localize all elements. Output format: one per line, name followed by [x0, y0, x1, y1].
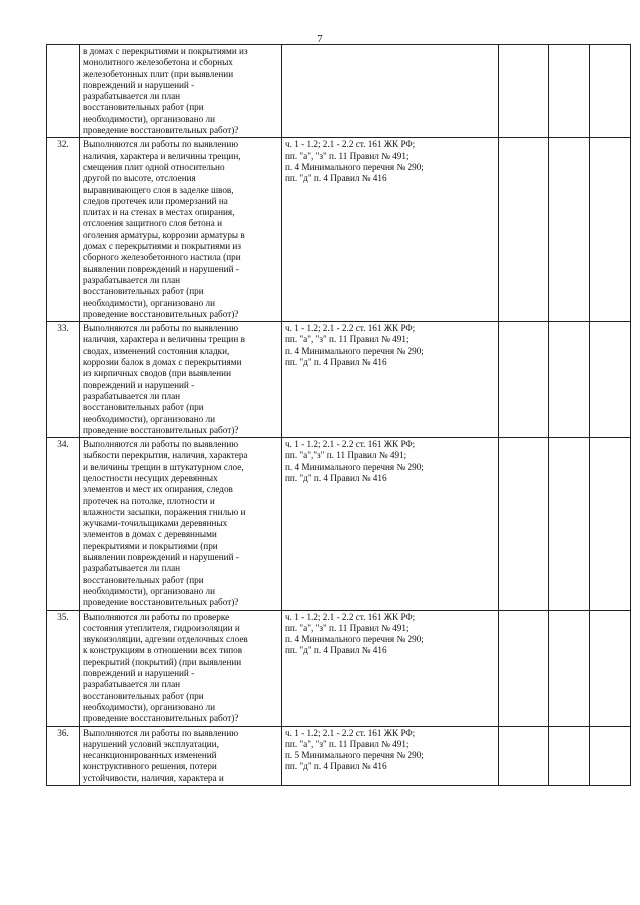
references-cell [282, 138, 499, 322]
question-text: Выполняются ли работы по проверке состояния утеплителя, гидроизоляции и звукоизоляции, адгезии отделочных слоев к конструкциям в отношении всех типов перекрытий (покрытий) (при выявлении повреждений и нарушений - разрабатывается ли план восстановительных работ (при необходимости), организовано ли проведение восстановительных работ)? [83, 611, 248, 724]
answer-cell [549, 610, 590, 726]
question-cell [80, 610, 282, 726]
question-cell [80, 438, 282, 610]
answer-cell [549, 322, 590, 438]
answer-cell [549, 138, 590, 322]
references-text: ч. 1 - 1.2; 2.1 - 2.2 ст. 161 ЖК РФ; пп. "а", "з" п. 11 Правил № 491; п. 5 Минимального перечня № 290; пп. "д" п. 4 Правил № 416 [285, 727, 424, 772]
answer-cell [590, 138, 631, 322]
question-cell [80, 322, 282, 438]
row-number-text: 34. [57, 439, 69, 450]
table-row [47, 726, 631, 785]
question-cell [80, 138, 282, 322]
question-text: Выполняются ли работы по выявлению нарушений условий эксплуатации, несанкционированных изменений конструктивного решения, потери устойчивости, наличия, характера и [83, 727, 239, 783]
row-number [47, 138, 80, 322]
answer-cell [590, 610, 631, 726]
answer-cell [499, 45, 549, 138]
references-text: ч. 1 - 1.2; 2.1 - 2.2 ст. 161 ЖК РФ; пп. "а","з" п. 11 Правил № 491; п. 4 Минимального перечня № 290; пп. "д" п. 4 Правил № 416 [285, 439, 424, 483]
checklist-table [46, 44, 631, 786]
table-row [47, 45, 631, 138]
answer-cell [549, 726, 590, 785]
references-cell [282, 438, 499, 610]
row-number-text: 35. [57, 611, 69, 622]
answer-cell [499, 322, 549, 438]
table-row [47, 138, 631, 322]
answer-cell [499, 610, 549, 726]
references-cell [282, 45, 499, 138]
references-cell [282, 726, 499, 785]
answer-cell [590, 438, 631, 610]
references-text: ч. 1 - 1.2; 2.1 - 2.2 ст. 161 ЖК РФ; пп. "а", "з" п. 11 Правил № 491; п. 4 Минимального перечня № 290; пп. "д" п. 4 Правил № 416 [285, 611, 424, 656]
question-text: в домах с перекрытиями и покрытиями из монолитного железобетона и сборных железобетонных плит (при выявлении повреждений и нарушений - разрабатывается ли план восстановительных работ (при необходимости), организовано ли проведение восстановительных работ)? [83, 46, 248, 136]
question-text: Выполняются ли работы по выявлению наличия, характера и величины трещин, смещения плит одной относительно другой по высоте, отслоения выравнивающего слоя в заделке швов, следов протечек или промерзаний на плитах и на стенах в местах опирания, отслоения защитного слоя бетона и оголения арматуры, коррозии арматуры в домах с перекрытиями и покрытиями из сборного железобетонного настила (при выявлении повреждений и нарушений - разрабатывается ли план восстановительных работ (при необходимости), организовано ли проведение восстановительных работ)? [83, 139, 245, 319]
row-number-text: 36. [57, 727, 69, 738]
answer-cell [499, 726, 549, 785]
row-number [47, 45, 80, 138]
answer-cell [590, 45, 631, 138]
table-row [47, 438, 631, 610]
row-number [47, 438, 80, 610]
answer-cell [590, 726, 631, 785]
answer-cell [499, 438, 549, 610]
references-text: ч. 1 - 1.2; 2.1 - 2.2 ст. 161 ЖК РФ; пп. "а", "з" п. 11 Правил № 491; п. 4 Минимального перечня № 290; пп. "д" п. 4 Правил № 416 [285, 323, 424, 368]
answer-cell [549, 438, 590, 610]
answer-cell [499, 138, 549, 322]
references-cell [282, 322, 499, 438]
page-number: 7 [317, 33, 323, 45]
question-text: Выполняются ли работы по выявлению зыбкости перекрытия, наличия, характера и величины трещин в штукатурном слое, целостности несущих деревянных элементов и мест их опирания, следов протечек на потолке, плотности и влажности засыпки, поражения гнилью и жучками-точильщиками деревянных элементов в домах с деревянными перекрытиями и покрытиями (при выявлении повреждений и нарушений - разрабатывается ли план восстановительных работ (при необходимости), организовано ли проведение восстановительных работ)? [83, 439, 248, 608]
table-row [47, 322, 631, 438]
row-number [47, 610, 80, 726]
row-number-text: 32. [57, 139, 69, 150]
row-number [47, 726, 80, 785]
answer-cell [549, 45, 590, 138]
references-text: ч. 1 - 1.2; 2.1 - 2.2 ст. 161 ЖК РФ; пп. "а", "з" п. 11 Правил № 491; п. 4 Минимального перечня № 290; пп. "д" п. 4 Правил № 416 [285, 139, 424, 184]
row-number-text: 33. [57, 323, 69, 334]
references-cell [282, 610, 499, 726]
question-cell [80, 45, 282, 138]
question-cell [80, 726, 282, 785]
question-text: Выполняются ли работы по выявлению наличия, характера и величины трещин в сводах, изменений состояния кладки, коррозии балок в домах с перекрытиями из кирпичных сводов (при выявлении повреждений и нарушений - разрабатывается ли план восстановительных работ (при необходимости), организовано ли проведение восстановительных работ)? [83, 323, 245, 435]
answer-cell [590, 322, 631, 438]
table-row [47, 610, 631, 726]
row-number [47, 322, 80, 438]
